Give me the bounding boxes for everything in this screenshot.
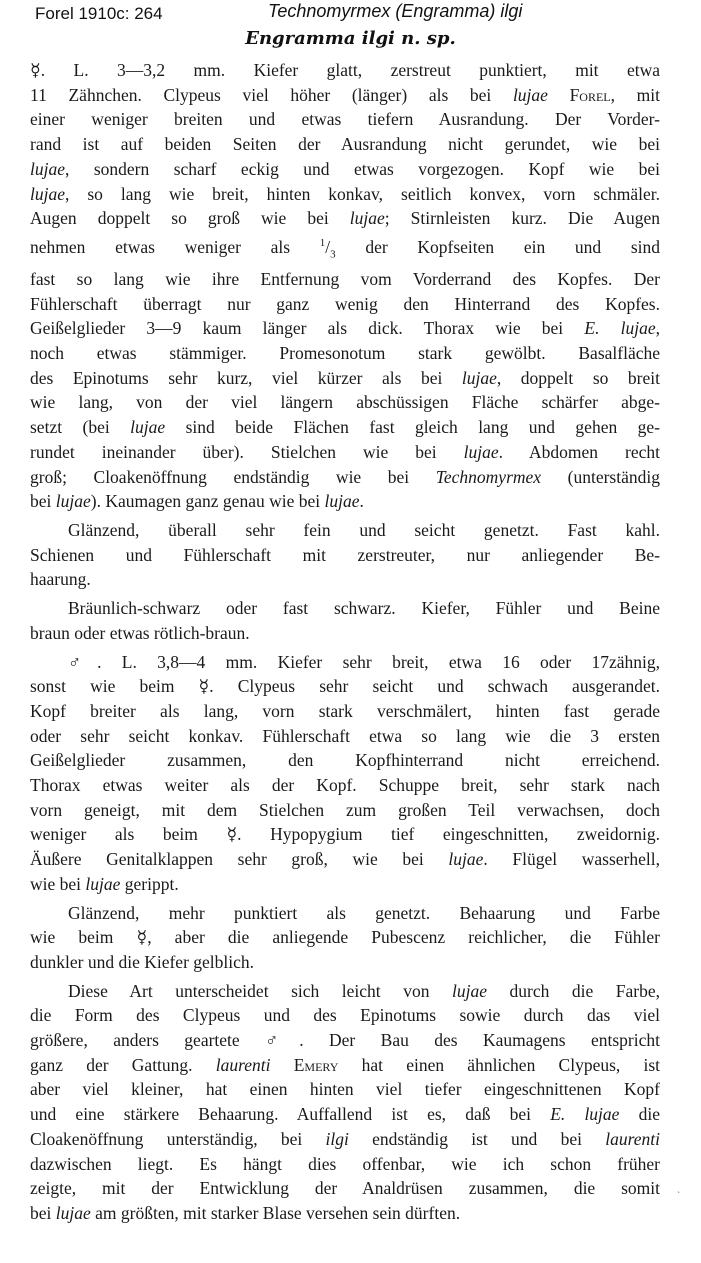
- text-line: rundet ineinander über). Stielchen wie bei lujae. Abdomen recht: [30, 441, 660, 462]
- text-line: Augen doppelt so groß wie bei lujae; Stirnleisten kurz. Die Augen: [30, 208, 660, 229]
- text-line: groß; Cloakenöffnung endständig wie bei Technomyrmex (unterständig: [30, 466, 660, 487]
- text-line: lujae, so lang wie breit, hinten konkav, seitlich konvex, vorn schmäler.: [30, 183, 660, 204]
- text-line: größere, anders geartete ♂. Der Bau des Kaumagens entspricht: [30, 1030, 660, 1051]
- text-line: Fühlerschaft überragt nur ganz wenig den Hinterrand des Kopfes.: [30, 293, 660, 314]
- text-line: ☿. L. 3—3,2 mm. Kiefer glatt, zerstreut punktiert, mit etwa: [30, 60, 660, 80]
- text-line: Kopf breiter als lang, vorn stark verschmälert, hinten fast gerade: [30, 700, 660, 721]
- text-line: dazwischen liegt. Es hängt dies offenbar, wie ich schon früher: [30, 1153, 660, 1174]
- text-line: wie beim ☿, aber die anliegende Pubescenz reichlicher, die Fühler: [30, 927, 660, 948]
- text-line: noch etwas stämmiger. Promesonotum stark gewölbt. Basalfläche: [30, 343, 660, 364]
- text-line: und eine stärkere Behaarung. Auffallend ist es, daß bei E. lujae die: [30, 1104, 660, 1125]
- description-body: [30, 58, 660, 1226]
- text-line: bei lujae am größten, mit starker Blase versehen sein dürften.: [30, 1202, 461, 1223]
- text-line: vorn geneigt, mit dem Stielchen zum großen Teil verwachsen, doch: [30, 799, 660, 820]
- text-line: weniger als beim ☿. Hypopygium tief eingeschnitten, zweidornig.: [30, 824, 660, 845]
- text-line: ganz der Gattung. laurenti Emery hat einen ähnlichen Clypeus, ist: [30, 1054, 661, 1075]
- species-title: Engramma ilgi n. sp.: [245, 28, 456, 49]
- text-line: Bräunlich-schwarz oder fast schwarz. Kiefer, Fühler und Beine: [68, 598, 660, 619]
- text-line: sonst wie beim ☿. Clypeus sehr seicht und schwach ausgerandet.: [30, 676, 660, 697]
- header-citation: Forel 1910c: 264: [35, 4, 163, 23]
- header-taxon: Technomyrmex (Engramma) ilgi: [268, 1, 523, 21]
- stray-mark: ˋ: [677, 1191, 681, 1200]
- text-line: aber viel kleiner, hat einen hinten viel tiefer eingeschnittenen Kopf: [30, 1079, 660, 1100]
- text-line: die Form des Clypeus und des Epinotums sowie durch das viel: [30, 1005, 660, 1026]
- text-line: oder sehr seicht konkav. Fühlerschaft etwa so lang wie die 3 ersten: [30, 725, 660, 746]
- text-line: Thorax etwas weiter als der Kopf. Schuppe breit, sehr stark nach: [30, 775, 660, 796]
- text-line: ♂. L. 3,8—4 mm. Kiefer sehr breit, etwa 16 oder 17zähnig,: [68, 651, 660, 672]
- text-line: Diese Art unterscheidet sich leicht von lujae durch die Farbe,: [68, 980, 660, 1001]
- text-line: Geißelglieder 3—9 kaum länger als dick. Thorax wie bei E. lujae,: [30, 318, 660, 339]
- text-line: fast so lang wie ihre Entfernung vom Vorderrand des Kopfes. Der: [30, 268, 660, 289]
- text-line: rand ist auf beiden Seiten der Ausrandung nicht gerundet, wie bei: [30, 134, 660, 155]
- text-line: braun oder etwas rötlich-braun.: [30, 622, 250, 643]
- text-line: Äußere Genitalklappen sehr groß, wie bei lujae. Flügel wasserhell,: [30, 849, 660, 870]
- text-line: wie bei lujae gerippt.: [30, 873, 179, 894]
- text-line: setzt (bei lujae sind beide Flächen fast gleich lang und gehen ge-: [30, 417, 660, 438]
- text-line: bei lujae). Kaumagen ganz genau wie bei lujae.: [30, 491, 364, 512]
- text-line: Glänzend, mehr punktiert als genetzt. Behaarung und Farbe: [68, 902, 660, 923]
- text-line: Schienen und Fühlerschaft mit zerstreuter, nur anliegender Be-: [30, 544, 660, 565]
- text-line: zeigte, mit der Entwicklung der Analdrüsen zusammen, die somit: [30, 1178, 660, 1199]
- text-line: haarung.: [30, 569, 91, 590]
- text-line: des Epinotums sehr kurz, viel kürzer als bei lujae, doppelt so breit: [30, 367, 660, 388]
- text-line: dunkler und die Kiefer gelblich.: [30, 951, 255, 972]
- text-line: einer weniger breiten und etwas tiefern Ausrandung. Der Vorder-: [30, 109, 660, 130]
- text-line: Glänzend, überall sehr fein und seicht genetzt. Fast kahl.: [68, 519, 660, 540]
- text-line: Cloakenöffnung unterständig, bei ilgi endständig ist und bei laurenti: [30, 1128, 661, 1149]
- text-line: wie lang, von der viel längern abschüssigen Fläche schärfer abge-: [30, 392, 660, 413]
- text-line: nehmen etwas weniger als $^1/_3$ der Kopfseiten ein und sind: [30, 236, 660, 261]
- text-line: lujae, sondern scharf eckig und etwas vorgezogen. Kopf wie bei: [30, 158, 660, 179]
- text-line: Geißelglieder zusammen, den Kopfhinterrand nicht erreichend.: [30, 750, 660, 771]
- text-line: 11 Zähnchen. Clypeus viel höher (länger) als bei lujae Forel, mit: [30, 84, 661, 105]
